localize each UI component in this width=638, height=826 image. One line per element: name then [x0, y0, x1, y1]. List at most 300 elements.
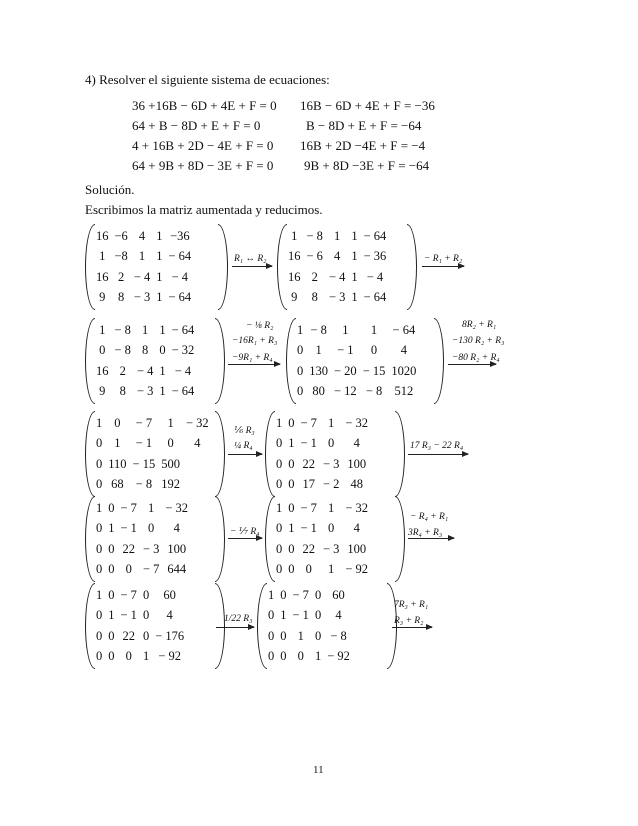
- row-op-label: −80 R₂ + R₄: [452, 353, 500, 363]
- matrix-cell: − 8: [135, 477, 153, 492]
- matrix-cell: 0: [142, 587, 150, 602]
- matrix-cell: − 3: [133, 290, 151, 305]
- matrix-cell: 1: [297, 322, 304, 337]
- matrix-cell: 1: [342, 322, 349, 337]
- matrix-cell: 130: [309, 363, 328, 378]
- matrix-cell: − 64: [168, 249, 192, 264]
- matrix-cell: 0: [288, 562, 295, 577]
- matrix-row: [273, 413, 371, 434]
- matrix-cell: 0: [108, 649, 115, 664]
- matrix-cell: 1: [99, 249, 106, 264]
- arrow-10: [392, 627, 432, 628]
- row-op-label: −9R₁ + R₄: [232, 353, 273, 363]
- matrix-3: [85, 318, 225, 404]
- matrix-cell: −6: [114, 228, 128, 243]
- matrix-cell: 0: [96, 456, 103, 471]
- matrix-table: [93, 585, 187, 667]
- matrix-cell: 8: [118, 290, 125, 305]
- equation-right-1: 16B − 6D + 4E + F = −36: [300, 98, 435, 113]
- matrix-cell: 0: [288, 500, 295, 515]
- matrix-table: [93, 413, 212, 495]
- matrix-cell: 1020: [391, 363, 417, 378]
- matrix-1: [85, 224, 228, 310]
- matrix-row: [93, 454, 212, 475]
- matrix-cell: 1: [351, 249, 358, 264]
- matrix-row: [93, 434, 212, 455]
- arrow-5: [228, 454, 262, 455]
- equation-right-2: B − 8D + E + F = −64: [306, 118, 422, 133]
- matrix-cell: 1: [96, 587, 103, 602]
- matrix-cell: 9: [99, 290, 106, 305]
- right-paren: [215, 411, 225, 497]
- matrix-cell: 2: [118, 269, 125, 284]
- matrix-cell: 1: [370, 322, 378, 337]
- matrix-table: [294, 320, 419, 402]
- right-paren: [407, 224, 417, 310]
- right-paren: [434, 318, 444, 404]
- matrix-row: [93, 626, 187, 647]
- equation-left-2: 64 + B − 8D + E + F = 0: [132, 118, 261, 133]
- matrix-cell: 0: [314, 608, 322, 623]
- right-paren: [218, 224, 228, 310]
- matrix-cell: 1: [156, 249, 163, 264]
- matrix-cell: 22: [122, 628, 135, 643]
- matrix-cell: 16: [96, 228, 109, 243]
- matrix-cell: 16: [288, 249, 301, 264]
- equation-right-4: 9B + 8D −3E + F = −64: [304, 158, 430, 173]
- matrix-cell: [183, 475, 212, 496]
- matrix-cell: 0: [125, 649, 132, 664]
- matrix-cell: − 1: [120, 608, 137, 623]
- matrix-row: [93, 560, 191, 581]
- matrix-cell: 16: [96, 363, 109, 378]
- matrix-table: [285, 226, 389, 308]
- matrix-cell: 1: [328, 415, 335, 430]
- matrix-cell: 22: [302, 456, 315, 471]
- matrix-cell: − 8: [330, 628, 347, 643]
- problem-title: 4) Resolver el siguiente sistema de ecuaciones:: [85, 72, 330, 87]
- matrix-cell: 1: [297, 628, 304, 643]
- matrix-2: [277, 224, 417, 310]
- matrix-cell: − 7: [300, 415, 317, 430]
- matrix-cell: 16: [96, 269, 109, 284]
- matrix-cell: − 32: [171, 343, 195, 358]
- matrix-cell: 16: [288, 269, 301, 284]
- row-op-label: 3R₄ + R₃: [408, 528, 443, 538]
- matrix-cell: 0: [288, 456, 295, 471]
- matrix-row: [93, 361, 197, 382]
- matrix-cell: −36: [170, 228, 190, 243]
- matrix-row: [93, 247, 194, 268]
- matrix-cell: 644: [167, 562, 187, 577]
- row-op-label: R₃ + R₂: [394, 616, 424, 626]
- right-paren: [215, 318, 225, 404]
- matrix-cell: − 1: [300, 436, 317, 451]
- matrix-cell: 4: [353, 436, 360, 451]
- matrix-cell: 0: [142, 608, 150, 623]
- matrix-cell: 4: [194, 436, 201, 451]
- matrix-cell: − 2: [322, 477, 340, 492]
- matrix-table: [265, 585, 353, 667]
- matrix-cell: 1: [156, 290, 163, 305]
- matrix-cell: − 3: [142, 541, 160, 556]
- matrix-cell: 4: [138, 228, 146, 243]
- matrix-cell: 1: [159, 322, 166, 337]
- matrix-table: [93, 226, 194, 308]
- matrix-cell: − 92: [158, 649, 181, 664]
- matrix-cell: − 7: [120, 500, 137, 515]
- matrix-cell: 0: [159, 343, 166, 358]
- matrix-row: [294, 320, 419, 341]
- matrix-cell: 0: [288, 415, 295, 430]
- matrix-cell: − 15: [362, 363, 386, 378]
- matrix-cell: [183, 454, 212, 475]
- matrix-cell: 0: [96, 521, 103, 536]
- matrix-row: [93, 475, 212, 496]
- matrix-row: [285, 267, 389, 288]
- matrix-cell: 1: [99, 322, 106, 337]
- arrow-6: [408, 454, 468, 455]
- matrix-cell: 0: [108, 587, 115, 602]
- matrix-row: [294, 382, 419, 403]
- matrix-10: [257, 583, 397, 669]
- matrix-cell: − 1: [337, 343, 354, 358]
- matrix-cell: 1: [167, 415, 174, 430]
- matrix-cell: 1: [156, 228, 163, 243]
- matrix-cell: − 7: [120, 587, 137, 602]
- matrix-cell: 1: [138, 249, 146, 264]
- matrix-row: [285, 226, 389, 247]
- matrix-cell: 0: [280, 649, 287, 664]
- matrix-7: [85, 496, 225, 582]
- matrix-cell: 0: [297, 343, 304, 358]
- matrix-cell: − 3: [136, 384, 154, 399]
- matrix-cell: 0: [96, 608, 103, 623]
- matrix-cell: 0: [276, 541, 283, 556]
- matrix-cell: − 4: [171, 269, 189, 284]
- matrix-cell: 0: [96, 541, 103, 556]
- arrow-8: [408, 538, 454, 539]
- matrix-cell: − 8: [310, 322, 327, 337]
- matrix-cell: 1: [351, 290, 358, 305]
- solution-label: Solución.: [85, 182, 135, 197]
- matrix-row: [265, 585, 353, 606]
- matrix-cell: − 4: [328, 269, 346, 284]
- matrix-cell: 0: [280, 628, 287, 643]
- matrix-row: [265, 606, 353, 627]
- matrix-cell: − 4: [366, 269, 384, 284]
- matrix-cell: 0: [276, 477, 283, 492]
- matrix-cell: 2: [311, 269, 318, 284]
- matrix-cell: 0: [268, 628, 275, 643]
- matrix-cell: − 32: [165, 500, 189, 515]
- right-paren: [387, 583, 397, 669]
- matrix-row: [93, 341, 197, 362]
- matrix-cell: 0: [328, 521, 335, 536]
- matrix-cell: 1: [268, 587, 275, 602]
- matrix-cell: − 32: [345, 415, 369, 430]
- matrix-cell: − 8: [114, 343, 131, 358]
- matrix-cell: 0: [114, 415, 121, 430]
- matrix-row: [285, 288, 389, 309]
- matrix-cell: 1: [114, 436, 121, 451]
- arrow-4: [448, 364, 496, 365]
- matrix-cell: 4: [353, 521, 360, 536]
- row-op-label: R₁ ↔ R₂: [234, 254, 267, 264]
- matrix-cell: 0: [167, 436, 174, 451]
- right-paren: [215, 583, 225, 669]
- matrix-cell: − 6: [306, 249, 323, 264]
- row-op-label: 7R₃ + R₁: [394, 600, 429, 610]
- matrix-cell: − 1: [135, 436, 153, 451]
- matrix-cell: 192: [161, 477, 180, 492]
- matrix-cell: 0: [280, 587, 287, 602]
- matrix-row: [273, 475, 371, 496]
- equation-left-4: 64 + 9B + 8D − 3E + F = 0: [132, 158, 274, 173]
- matrix-table: [93, 498, 191, 580]
- matrix-cell: 1: [328, 500, 335, 515]
- arrow-1: [232, 266, 272, 267]
- matrix-cell: 500: [161, 456, 180, 471]
- matrix-cell: 0: [96, 562, 103, 577]
- matrix-cell: − 12: [334, 384, 357, 399]
- matrix-cell: 110: [108, 456, 127, 471]
- matrix-cell: 0: [96, 628, 103, 643]
- matrix-cell: 1: [108, 521, 115, 536]
- right-paren: [215, 496, 225, 582]
- matrix-cell: 4: [173, 521, 180, 536]
- matrix-table: [93, 320, 197, 402]
- matrix-cell: 0: [96, 436, 103, 451]
- matrix-cell: 1: [291, 228, 298, 243]
- matrix-row: [93, 320, 197, 341]
- matrix-row: [93, 519, 191, 540]
- matrix-row: [273, 434, 371, 455]
- matrix-cell: 0: [276, 521, 283, 536]
- matrix-cell: 17: [302, 477, 315, 492]
- equation-left-3: 4 + 16B + 2D − 4E + F = 0: [132, 138, 274, 153]
- matrix-cell: 1: [314, 649, 322, 664]
- matrix-cell: − 7: [300, 500, 317, 515]
- matrix-cell: 9: [99, 384, 106, 399]
- matrix-cell: 0: [288, 541, 295, 556]
- matrix-cell: 80: [312, 384, 325, 399]
- matrix-5: [85, 411, 225, 497]
- matrix-row: [93, 267, 194, 288]
- arrow-2: [422, 266, 464, 267]
- matrix-row: [265, 626, 353, 647]
- matrix-row: [273, 454, 371, 475]
- row-op-label: − ⅛ R₂: [246, 321, 274, 331]
- matrix-cell: − 3: [328, 290, 346, 305]
- matrix-cell: − 64: [171, 322, 195, 337]
- matrix-cell: − 1: [300, 521, 317, 536]
- row-op-label: 8R₂ + R₁: [462, 320, 497, 330]
- matrix-cell: 1: [142, 322, 149, 337]
- matrix-cell: 0: [276, 456, 283, 471]
- matrix-row: [294, 361, 419, 382]
- matrix-cell: 8: [311, 290, 318, 305]
- matrix-cell: − 32: [185, 415, 209, 430]
- matrix-cell: 0: [99, 343, 106, 358]
- matrix-row: [273, 560, 371, 581]
- matrix-cell: 4: [334, 249, 341, 264]
- matrix-row: [294, 341, 419, 362]
- matrix-cell: 0: [297, 363, 304, 378]
- matrix-cell: 0: [96, 477, 103, 492]
- matrix-cell: 1: [156, 269, 163, 284]
- matrix-cell: 1: [280, 608, 287, 623]
- matrix-cell: 0: [108, 541, 115, 556]
- page-number: 11: [313, 764, 324, 776]
- matrix-cell: − 4: [174, 363, 192, 378]
- matrix-cell: 0: [148, 521, 155, 536]
- matrix-cell: 1: [108, 608, 115, 623]
- matrix-cell: − 1: [120, 521, 137, 536]
- matrix-cell: 8: [142, 343, 149, 358]
- matrix-cell: 1: [142, 649, 150, 664]
- matrix-row: [273, 498, 371, 519]
- equation-left-1: 36 +16B − 6D + 4E + F = 0: [132, 98, 277, 113]
- matrix-cell: − 15: [132, 456, 156, 471]
- matrix-row: [273, 519, 371, 540]
- matrix-cell: 0: [314, 587, 322, 602]
- matrix-cell: 22: [302, 541, 315, 556]
- matrix-cell: 1: [334, 228, 341, 243]
- matrix-cell: 0: [125, 562, 132, 577]
- matrix-cell: − 8: [365, 384, 383, 399]
- matrix-cell: 68: [111, 477, 124, 492]
- matrix-cell: 4: [166, 608, 173, 623]
- matrix-row: [93, 585, 187, 606]
- row-op-label: − R₄ + R₁: [410, 512, 449, 522]
- matrix-cell: − 8: [306, 228, 323, 243]
- intro-text: Escribimos la matriz aumentada y reducimos.: [85, 202, 323, 217]
- matrix-cell: − 64: [392, 322, 416, 337]
- matrix-cell: − 64: [171, 384, 195, 399]
- matrix-cell: 0: [288, 477, 295, 492]
- matrix-cell: − 64: [363, 228, 387, 243]
- matrix-row: [273, 539, 371, 560]
- matrix-cell: 1: [159, 363, 166, 378]
- matrix-cell: 0: [370, 343, 378, 358]
- matrix-row: [285, 247, 389, 268]
- arrow-7: [228, 538, 262, 539]
- matrix-cell: − 92: [345, 562, 369, 577]
- matrix-cell: 0: [297, 649, 304, 664]
- matrix-cell: − 8: [114, 322, 131, 337]
- matrix-cell: − 7: [135, 415, 153, 430]
- matrix-row: [93, 606, 187, 627]
- matrix-cell: − 176: [155, 628, 185, 643]
- matrix-cell: 512: [394, 384, 414, 399]
- matrix-cell: 60: [332, 587, 345, 602]
- matrix-cell: − 4: [136, 363, 154, 378]
- matrix-row: [93, 226, 194, 247]
- matrix-cell: 1: [288, 436, 295, 451]
- matrix-cell: 0: [142, 628, 150, 643]
- matrix-cell: 0: [268, 649, 275, 664]
- matrix-cell: −8: [114, 249, 128, 264]
- row-op-label: ⅙ R₃: [234, 426, 255, 436]
- matrix-cell: 1: [276, 500, 283, 515]
- matrix-cell: 1: [288, 521, 295, 536]
- matrix-cell: − 7: [142, 562, 160, 577]
- matrix-cell: 0: [96, 649, 103, 664]
- matrix-cell: − 32: [345, 500, 369, 515]
- matrix-cell: − 3: [322, 456, 340, 471]
- matrix-cell: 1: [148, 500, 155, 515]
- matrix-cell: 0: [108, 500, 115, 515]
- row-op-label: −16R₁ + R₃: [232, 336, 278, 346]
- matrix-9: [85, 583, 225, 669]
- matrix-6: [265, 411, 405, 497]
- matrix-cell: 0: [108, 562, 115, 577]
- matrix-cell: 4: [400, 343, 407, 358]
- matrix-row: [265, 647, 353, 668]
- matrix-row: [93, 382, 197, 403]
- matrix-cell: 1: [96, 415, 103, 430]
- row-op-label: 17 R₃ − 22 R₄: [410, 441, 464, 451]
- matrix-cell: − 1: [292, 608, 309, 623]
- matrix-row: [93, 288, 194, 309]
- matrix-cell: 100: [347, 456, 367, 471]
- matrix-table: [273, 413, 371, 495]
- matrix-cell: − 4: [133, 269, 151, 284]
- matrix-table: [273, 498, 371, 580]
- matrix-cell: 48: [350, 477, 363, 492]
- matrix-cell: 1: [276, 415, 283, 430]
- matrix-8: [265, 496, 405, 582]
- matrix-row: [93, 539, 191, 560]
- matrix-cell: − 64: [363, 290, 387, 305]
- matrix-cell: 0: [314, 628, 322, 643]
- matrix-cell: 100: [347, 541, 367, 556]
- arrow-9: [216, 627, 254, 628]
- matrix-cell: − 7: [292, 587, 309, 602]
- matrix-row: [93, 498, 191, 519]
- matrix-cell: 0: [305, 562, 312, 577]
- matrix-cell: 0: [268, 608, 275, 623]
- matrix-cell: 1: [96, 500, 103, 515]
- matrix-cell: 4: [335, 608, 342, 623]
- matrix-cell: − 3: [322, 541, 340, 556]
- matrix-cell: − 20: [334, 363, 357, 378]
- matrix-cell: 1: [351, 228, 358, 243]
- matrix-row: [93, 413, 212, 434]
- matrix-cell: 60: [163, 587, 176, 602]
- matrix-cell: 1: [159, 384, 166, 399]
- matrix-cell: 0: [297, 384, 304, 399]
- matrix-cell: 100: [167, 541, 187, 556]
- matrix-cell: 2: [119, 363, 126, 378]
- row-op-label: − ⅐ R₄: [230, 527, 260, 537]
- arrow-3: [228, 364, 280, 365]
- row-op-label: −130 R₂ + R₃: [452, 336, 505, 346]
- right-paren: [395, 496, 405, 582]
- matrix-cell: 0: [276, 562, 283, 577]
- matrix-cell: 22: [122, 541, 135, 556]
- matrix-cell: − 36: [363, 249, 387, 264]
- equation-right-3: 16B + 2D −4E + F = −4: [300, 138, 426, 153]
- matrix-cell: 0: [276, 436, 283, 451]
- row-op-label: − R₁ + R₂: [424, 254, 463, 264]
- row-op-label: 1/22 R₃: [224, 614, 253, 624]
- matrix-cell: 8: [119, 384, 126, 399]
- matrix-cell: − 64: [168, 290, 192, 305]
- row-op-label: ¼ R₄: [234, 441, 253, 451]
- matrix-row: [93, 647, 187, 668]
